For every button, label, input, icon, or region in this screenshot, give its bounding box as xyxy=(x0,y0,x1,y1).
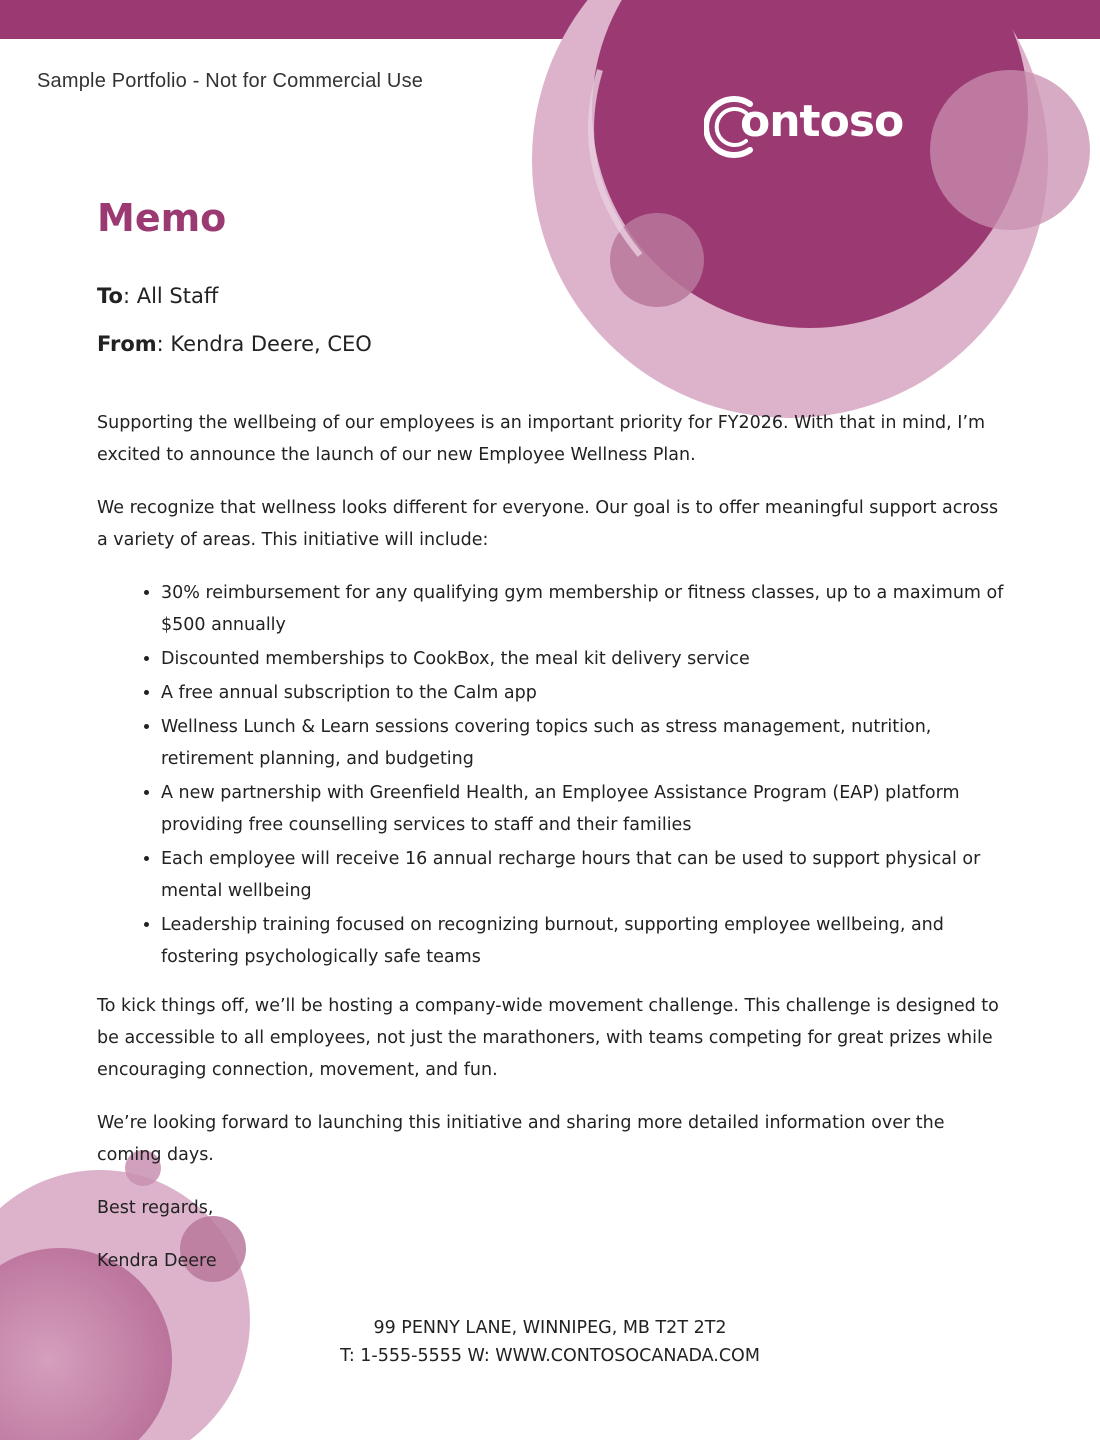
memo-title: Memo xyxy=(97,196,227,240)
goal-paragraph: We recognize that wellness looks different for everyone. Our goal is to offer meaningful support across a variety of areas. This initiative will include: xyxy=(97,498,999,550)
footer-contact: T: 1-555-5555 W: WWW.CONTOSOCANADA.COM xyxy=(340,1346,760,1366)
list-item: • Leadership training focused on recognizing burnout, supporting employee wellbeing, and fostering psychologically safe teams xyxy=(161,909,1007,973)
watermark-text: Sample Portfolio - Not for Commercial Use xyxy=(37,70,424,92)
memo-body xyxy=(97,407,1007,1298)
to-label: To xyxy=(97,284,123,308)
logo-wordmark: ontoso xyxy=(740,96,904,147)
regards-line: Best regards, xyxy=(97,1198,214,1218)
from-value: : Kendra Deere, CEO xyxy=(156,332,372,356)
list-item: • A free annual subscription to the Calm app xyxy=(161,677,1007,709)
list-item: • A new partnership with Greenfield Health, an Employee Assistance Program (EAP) platform providing free counselling services to staff and their families xyxy=(161,777,1007,841)
list-item: • Each employee will receive 16 annual recharge hours that can be used to support physical or mental wellbeing xyxy=(161,843,1007,907)
from-label: From xyxy=(97,332,157,356)
to-value: : All Staff xyxy=(122,284,219,308)
list-item: • 30% reimbursement for any qualifying gym membership or fitness classes, up to a maximum of $500 annually xyxy=(161,577,1007,641)
benefits-list xyxy=(97,577,1007,973)
intro-paragraph: Supporting the wellbeing of our employees is an important priority for FY2026. With that in mind, I’m excited to announce the launch of our new Employee Wellness Plan. xyxy=(97,413,986,465)
contoso-logo xyxy=(704,86,924,168)
accent-circle-right xyxy=(930,70,1090,230)
footer-address: 99 PENNY LANE, WINNIPEG, MB T2T 2T2 xyxy=(373,1318,727,1338)
accent-circle-small xyxy=(610,213,704,307)
memo-from-line xyxy=(97,332,372,356)
list-item: • Discounted memberships to CookBox, the meal kit delivery service xyxy=(161,643,1007,675)
challenge-paragraph: To kick things off, we’ll be hosting a company-wide movement challenge. This challenge is designed to be accessible to all employees, not just the marathoners, with teams competing for great prizes while encouraging connection, movement, and fun. xyxy=(97,996,999,1080)
closing-paragraph: We’re looking forward to launching this initiative and sharing more detailed information over the coming days. xyxy=(97,1113,945,1165)
memo-to-line xyxy=(97,284,218,308)
footer xyxy=(0,1314,1100,1370)
signature-line: Kendra Deere xyxy=(97,1251,217,1271)
list-item: • Wellness Lunch & Learn sessions covering topics such as stress management, nutrition, retirement planning, and budgeting xyxy=(161,711,1007,775)
